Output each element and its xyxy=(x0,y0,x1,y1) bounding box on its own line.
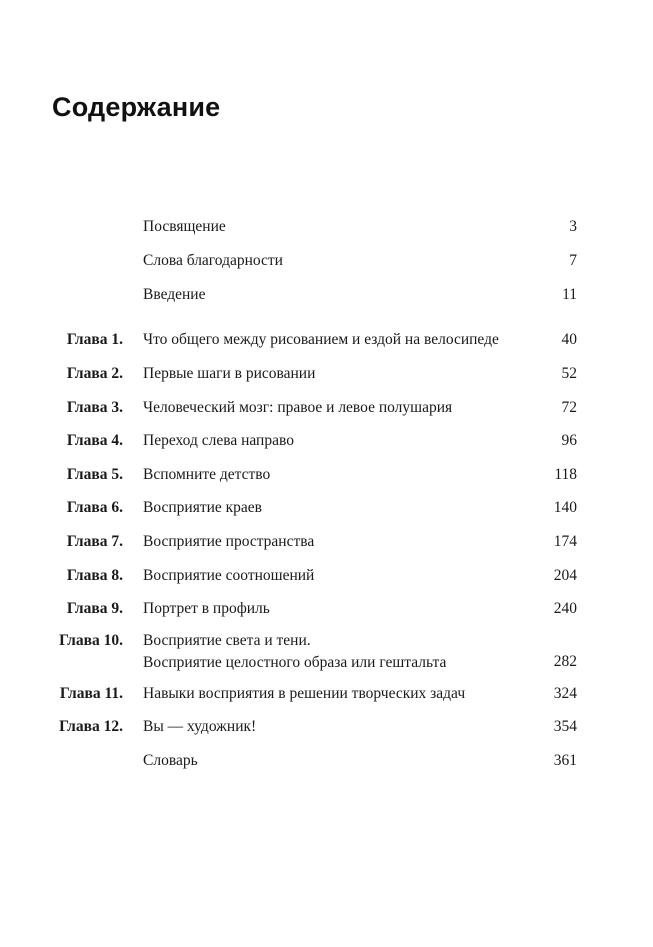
toc-entry-title: Первые шаги в рисовании xyxy=(143,365,316,382)
toc-page-number: 3 xyxy=(569,218,577,235)
toc-page-number: 7 xyxy=(569,252,577,269)
toc-page-number: 118 xyxy=(554,466,577,483)
toc-chapter-number: Глава 3. xyxy=(66,399,123,416)
toc-entry-title: Переход слева направо xyxy=(143,432,294,449)
toc-page-number: 72 xyxy=(561,399,577,416)
toc-chapter-number: Глава 11. xyxy=(59,685,123,702)
toc-entry-title: Человеческий мозг: правое и левое полушария xyxy=(143,399,453,416)
toc-page-number: 40 xyxy=(561,331,577,348)
toc-entry-title: Вы — художник! xyxy=(143,718,257,735)
toc-entry-title: Введение xyxy=(143,286,206,303)
toc-chapter-number: Глава 7. xyxy=(66,533,123,550)
toc-page-number: 174 xyxy=(553,533,577,550)
toc-chapter-number: Глава 5. xyxy=(66,466,123,483)
toc-entry-title: Восприятие краев xyxy=(143,499,263,516)
toc-entry-title: Слова благодарности xyxy=(143,252,283,269)
toc-page-number: 324 xyxy=(553,685,577,702)
toc-chapter-number: Глава 12. xyxy=(59,718,123,735)
toc-page-number: 52 xyxy=(561,365,577,382)
toc-entry-title: Навыки восприятия в решении творческих задач xyxy=(143,685,466,702)
toc-page-number: 354 xyxy=(553,718,577,735)
toc-chapter-number: Глава 6. xyxy=(66,499,123,516)
toc-chapter-number: Глава 8. xyxy=(66,567,123,584)
toc-chapter-number: Глава 1. xyxy=(66,331,123,348)
toc-entry-title: Восприятие соотношений xyxy=(143,567,315,584)
toc-chapter-number: Глава 2. xyxy=(66,365,123,382)
toc-entry-title: Портрет в профиль xyxy=(143,600,270,617)
toc-entry-title: Посвящение xyxy=(143,218,226,235)
toc-entry-title: Восприятие пространства xyxy=(143,533,315,550)
toc-entry-title: Словарь xyxy=(143,752,198,769)
toc-page-number: 11 xyxy=(562,286,577,303)
toc-entry-title: Что общего между рисованием и ездой на велосипеде xyxy=(143,331,499,348)
toc-chapter-number: Глава 9. xyxy=(66,600,123,617)
page-title: Содержание xyxy=(52,92,221,122)
toc-entry-title: Вспомните детство xyxy=(143,466,271,483)
toc-page-number: 361 xyxy=(553,752,577,769)
toc-page-number: 96 xyxy=(561,432,577,449)
toc-chapter-number: Глава 4. xyxy=(66,432,123,449)
toc-entry-title: Восприятие света и тени. Восприятие целостного образа или гештальта xyxy=(143,632,447,671)
toc-chapter-number: Глава 10. xyxy=(59,632,123,649)
toc-page-number: 282 xyxy=(553,653,577,670)
toc-page-number: 240 xyxy=(553,600,577,617)
toc-page-number: 140 xyxy=(553,499,577,516)
toc-page-number: 204 xyxy=(553,567,577,584)
